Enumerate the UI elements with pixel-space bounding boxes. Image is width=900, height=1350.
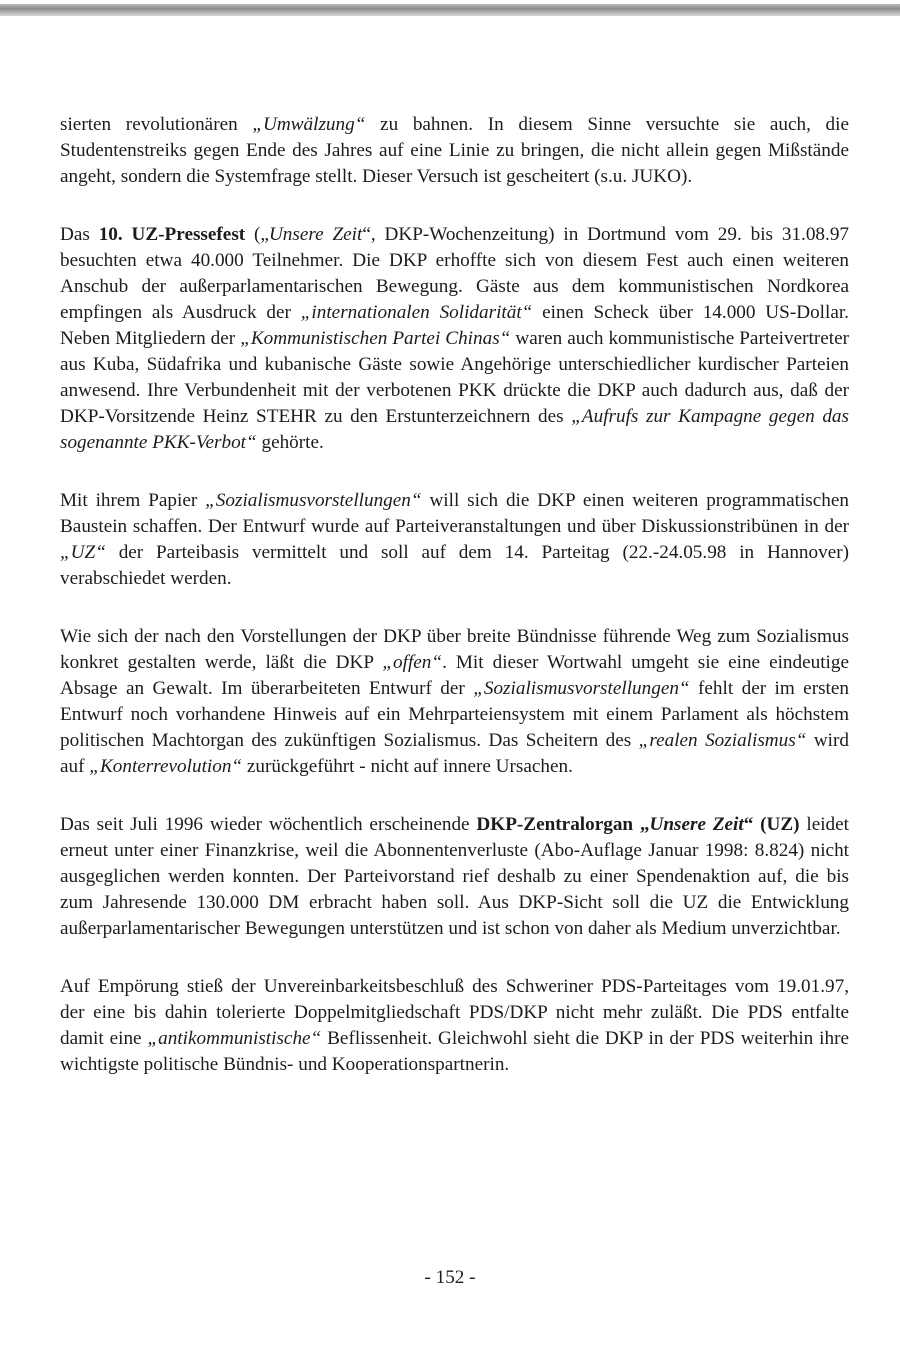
text-run: will sich die DKP einen weiteren programmatischen Baustein schaffen. Der Entwurf wurde auf Parteiveranstaltungen und über Diskussionstribünen in der [60, 490, 849, 537]
text-run: zurückgeführt - nicht auf innere Ursachen. [242, 756, 573, 777]
paragraph-5 [60, 812, 849, 942]
text-run: „Umwälzung“ [252, 114, 366, 135]
text-run: Wie sich der nach den Vorstellungen der DKP über breite Bündnisse führende Weg zum Sozialismus konkret gestalten werde, läßt die DKP [60, 626, 849, 673]
paragraph-2 [60, 222, 849, 456]
paragraph-1 [60, 112, 849, 190]
text-run: Auf Empörung stieß der Unvereinbarkeitsbeschluß des Schweriner PDS-Parteitages vom 19.01.97, der eine bis dahin tolerierte Doppelmitgliedschaft PDS/DKP nicht mehr zuläßt. Die PDS entfalte damit eine [60, 976, 849, 1049]
text-run: „realen Sozialismus“ [638, 730, 807, 751]
text-run: “ (UZ) [743, 814, 800, 835]
paragraph-6 [60, 974, 849, 1078]
text-run: zu bahnen. In diesem Sinne versuchte sie auch, die Studentenstreiks gegen Ende des Jahres auf eine Linie zu bringen, die nicht allein gegen Mißstände angeht, sondern die Systemfrage stellt. Dieser Versuch ist gescheitert (s.u. JUKO). [60, 114, 849, 187]
text-run: waren auch kommunistische Parteivertreter aus Kuba, Südafrika und kubanische Gäste sowie Angehörige unterschiedlicher kurdischer Parteien anwesend. Ihre Verbundenheit mit der verbotenen PKK drückte die DKP auch dadurch aus, daß der DKP-Vorsitzende Heinz STEHR zu den Erstunterzeichnern des [60, 328, 849, 427]
text-run: „internationalen Solidarität“ [300, 302, 533, 323]
text-run: gehörte. [256, 432, 324, 453]
text-run: Unsere [649, 814, 706, 835]
text-run: „Aufrufs zur Kampagne gegen das sogenannte PKK-Verbot“ [60, 406, 849, 453]
text-run: „Konterrevolution“ [89, 756, 243, 777]
text-run: Beflissenheit. Gleichwohl sieht die DKP in der PDS weiterhin ihre wichtigste politische Bündnis- und Kooperationspartnerin. [60, 1028, 850, 1075]
text-run: “, DKP-Wochenzeitung) in Dortmund vom 29. bis 31.08.97 besuchten etwa 40.000 Teilnehmer. Die DKP erhoffte sich von diesem Fest auch einen weiteren Anschub der außerparlamentarischen Bewegung. Gäste aus dem kommunistischen Nordkorea empfingen als Ausdruck der [60, 224, 850, 323]
text-run: „UZ“ [60, 542, 106, 563]
text-run: „antikommunistische“ [147, 1028, 322, 1049]
text-run: Das [60, 224, 99, 245]
text-run: Das seit Juli 1996 wieder wöchentlich erscheinende [60, 814, 477, 835]
text-run: leidet erneut unter einer Finanzkrise, weil die Abonnentenverluste (Abo-Auflage Januar 1998: 8.824) nicht ausgeglichen werden konnten. Der Parteivorstand rief deshalb zu einer Spendenaktion auf, die bis zum Jahresende 130.000 DM erbracht haben soll. Aus DKP-Sicht soll die UZ die Entwicklung außerparlamentarischer Bewegungen unterstützen und ist schon von daher als Medium unverzichtbar. [60, 814, 849, 939]
text-run: 10. UZ-Pressefest [98, 224, 246, 245]
text-run: wird auf [60, 730, 849, 777]
text-run: DKP-Zentralorgan „ [476, 814, 650, 835]
text-run: der Parteibasis vermittelt und soll auf dem 14. Parteitag (22.-24.05.98 in Hannover) verabschiedet werden. [60, 542, 849, 589]
paragraph-3 [60, 488, 849, 592]
text-run: Unsere Zeit [268, 224, 363, 245]
text-run: „offen“ [382, 652, 443, 673]
text-run [706, 814, 713, 835]
text-run: Zeit [712, 814, 744, 835]
text-run: . Mit dieser Wortwahl umgeht sie eine eindeutige Absage an Gewalt. Im überarbeiteten Entwurf der [60, 652, 849, 699]
page-number: - 152 - [424, 1267, 476, 1288]
text-run: sierten revolutionären [60, 114, 253, 135]
text-run: Mit ihrem Papier [60, 490, 206, 511]
text-run: „Sozialismusvorstellungen“ [205, 490, 422, 511]
text-run: „Kommunistischen Partei Chinas“ [240, 328, 511, 349]
text-run: („ [245, 224, 269, 245]
text-run: fehlt der im ersten Entwurf noch vorhandene Hinweis auf ein Mehrparteiensystem mit einem Parlament als höchstem politischen Machtorgan des zukünftigen Sozialismus. Das Scheitern des [60, 678, 849, 751]
paragraph-4 [60, 624, 849, 780]
document-body [60, 112, 849, 1078]
scan-top-edge [0, 4, 900, 16]
text-run: „Sozialismusvorstellungen“ [473, 678, 690, 699]
text-run: einen Scheck über 14.000 US-Dollar. Neben Mitgliedern der [60, 302, 849, 349]
